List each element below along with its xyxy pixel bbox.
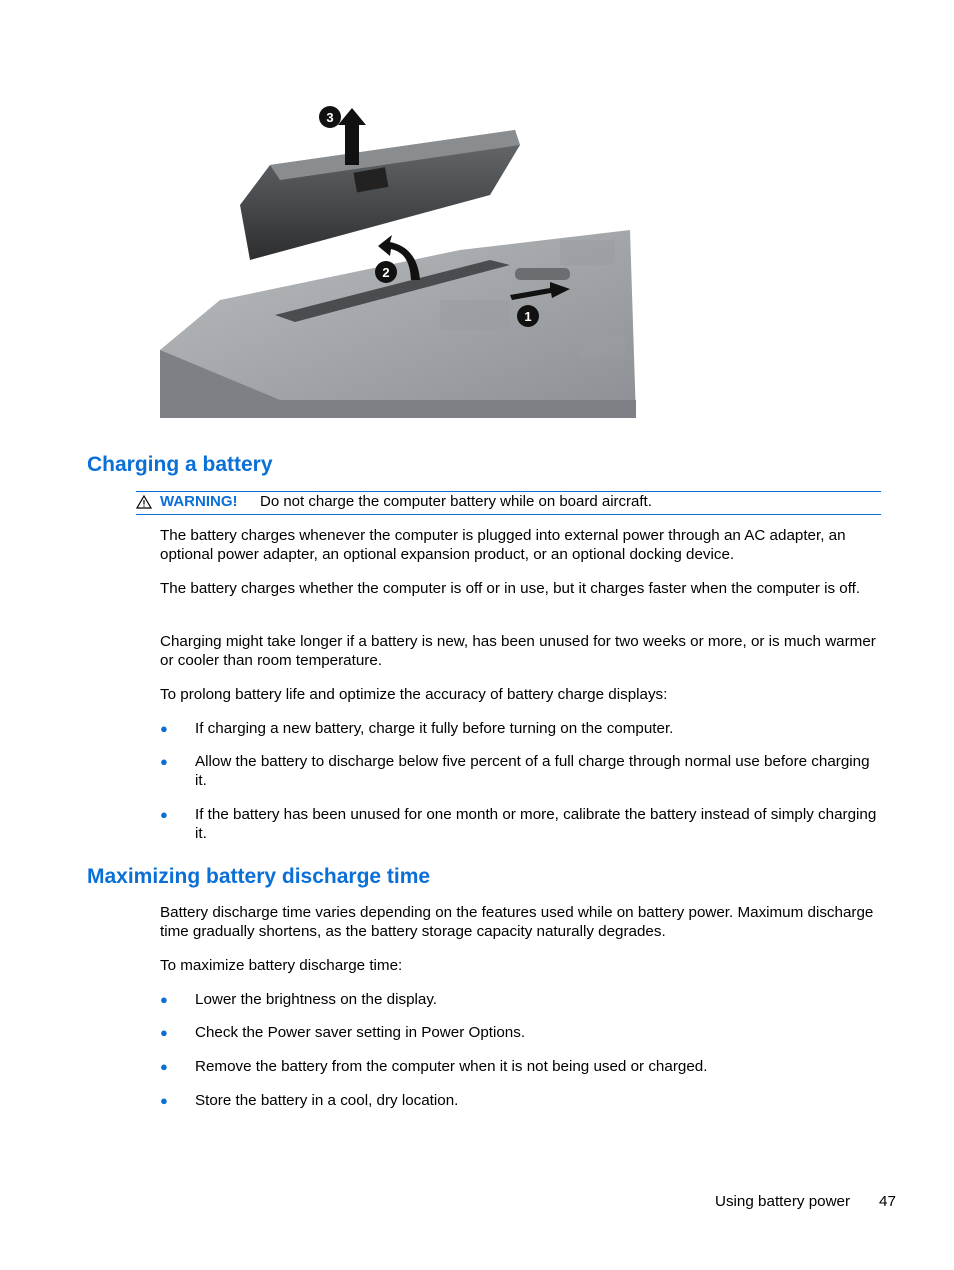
callout-1: 1 — [524, 309, 532, 324]
paragraph: To prolong battery life and optimize the accuracy of battery charge displays: — [160, 686, 668, 703]
warning-box — [136, 491, 881, 515]
warning-triangle-icon — [136, 495, 152, 509]
warning-text: Do not charge the computer battery while on board aircraft. — [260, 493, 652, 510]
bullet-dot-icon: ● — [160, 754, 168, 769]
paragraph: The battery charges whether the computer is off or in use, but it charges faster when the computer is off. — [160, 580, 861, 597]
page-number: 47 — [879, 1193, 896, 1210]
list-item-text: If charging a new battery, charge it fully before turning on the computer. — [195, 720, 674, 737]
list-item-text: Remove the battery from the computer when it is not being used or charged. — [195, 1058, 708, 1075]
list-item-text: If the battery has been unused for one month or more, calibrate the battery instead of simply charging it. — [195, 806, 877, 842]
warning-label: WARNING! — [160, 493, 238, 510]
list-item-text: Store the battery in a cool, dry location. — [195, 1092, 459, 1109]
paragraph: To maximize battery discharge time: — [160, 957, 403, 974]
list-item-text: Lower the brightness on the display. — [195, 991, 438, 1008]
paragraph: Battery discharge time varies depending on the features used while on battery power. Maximum discharge time gradually shortens, as the battery storage capacity naturally degrades. — [160, 904, 874, 940]
heading-charging-a-battery: Charging a battery — [87, 453, 273, 476]
bullet-dot-icon: ● — [160, 1059, 168, 1074]
bullet-dot-icon: ● — [160, 992, 168, 1007]
paragraph: Charging might take longer if a battery is new, has been unused for two weeks or more, or is much warmer or cooler than room temperature. — [160, 633, 876, 669]
bullet-dot-icon: ● — [160, 721, 168, 736]
bullet-dot-icon: ● — [160, 807, 168, 822]
heading-maximizing-battery-discharge-time: Maximizing battery discharge time — [87, 865, 431, 888]
paragraph: The battery charges whenever the computer is plugged into external power through an AC adapter, an optional power adapter, an optional expansion product, or an optional docking device. — [160, 527, 846, 563]
bullet-dot-icon: ● — [160, 1025, 168, 1040]
footer-section-title: Using battery power — [715, 1193, 851, 1210]
list-item-text: Allow the battery to discharge below five percent of a full charge through normal use before charging it. — [195, 753, 870, 789]
callout-3: 3 — [326, 110, 334, 125]
battery-removal-illustration — [160, 100, 636, 425]
bullet-dot-icon: ● — [160, 1093, 168, 1108]
list-item-text: Check the Power saver setting in Power Options. — [195, 1024, 526, 1041]
callout-2: 2 — [382, 265, 390, 280]
